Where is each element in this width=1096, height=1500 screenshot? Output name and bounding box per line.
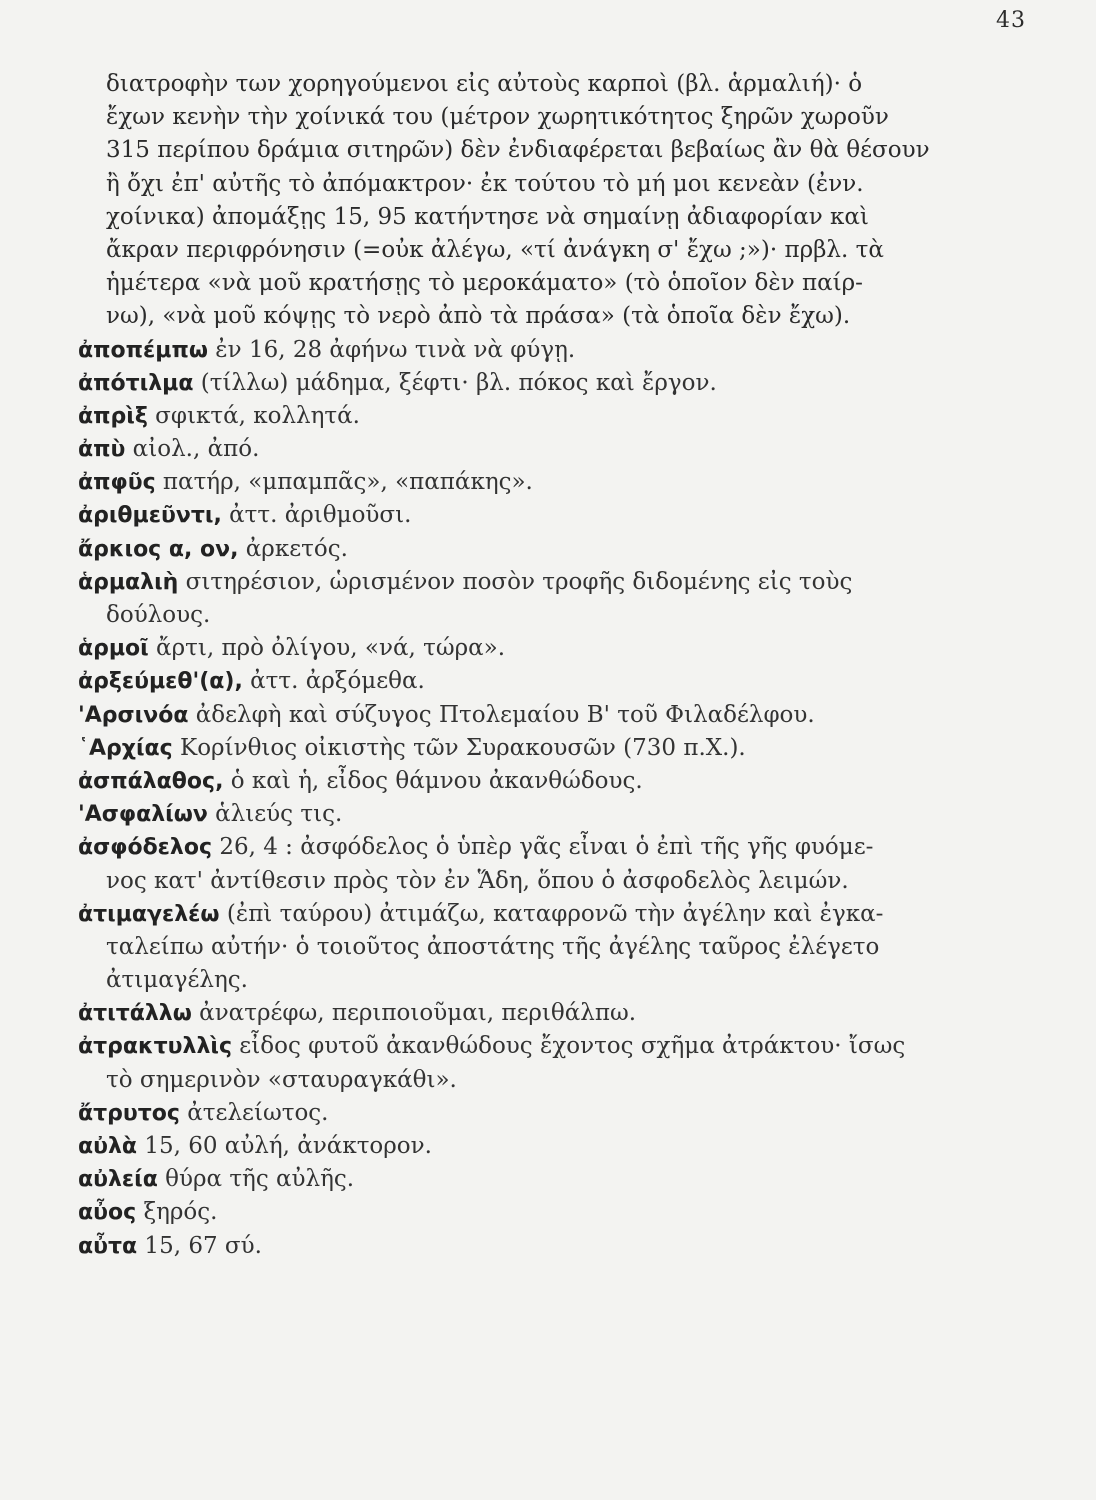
entry-headword: αὖτα <box>78 1233 138 1259</box>
dictionary-entry <box>78 533 958 566</box>
entry-definition: ἀνατρέφω, περιποιοῦμαι, περιθάλπω. <box>191 1000 637 1027</box>
entry-first-line <box>78 1196 958 1229</box>
entry-definition: ταλείπω αὐτήν· ὁ τοιοῦτος ἀποστάτης τῆς ἀγέλης ταῦρος ἐλέγετο <box>106 933 880 960</box>
dictionary-entry <box>78 566 958 632</box>
text-line: ἡμέτερα «νὰ μοῦ κρατήσῃς τὸ μεροκάματο» (τὸ ὁποῖον δὲν παίρ- <box>106 270 863 297</box>
entry-continuation-line <box>78 931 958 964</box>
entry-headword: ἀπότιλμα <box>78 370 194 396</box>
entry-headword: αὖος <box>78 1200 137 1226</box>
entry-first-line <box>78 798 958 831</box>
entry-first-line <box>78 334 958 367</box>
dictionary-entry <box>78 367 958 400</box>
entry-first-line <box>78 1097 958 1130</box>
entry-definition: ἀτελείωτος. <box>179 1099 329 1126</box>
entry-list <box>78 334 958 1263</box>
entry-definition: (ἐπὶ ταύρου) ἀτιμάζω, καταφρονῶ τὴν ἀγέλην καὶ ἐγκα- <box>219 900 884 927</box>
dictionary-entry <box>78 665 958 698</box>
entry-first-line <box>78 1130 958 1163</box>
entry-headword: αὐλὰ <box>78 1134 138 1159</box>
dictionary-entry <box>78 798 958 831</box>
text-line: ἢ ὄχι ἐπ' αὐτῆς τὸ ἀπόμακτρον· ἐκ τούτου τὸ μή μοι κενεὰν (ἐνν. <box>106 170 864 197</box>
entry-first-line <box>78 1030 958 1063</box>
page-number: 43 <box>996 8 1026 33</box>
entry-continuation-line <box>78 865 958 898</box>
entry-definition: ἀδελφὴ καὶ σύζυγος Πτολεμαίου Β' τοῦ Φιλαδέλφου. <box>188 701 815 728</box>
continued-entry-text <box>78 68 958 334</box>
entry-first-line <box>78 699 958 732</box>
entry-headword: ἀποπέμπω <box>78 337 208 363</box>
entry-first-line <box>78 765 958 798</box>
entry-definition: 15, 60 αὐλή, ἀνάκτορον. <box>137 1133 432 1159</box>
entry-definition: 15, 67 σύ. <box>137 1232 262 1259</box>
entry-first-line <box>78 997 958 1030</box>
entry-headword: ἀσφόδελος <box>78 835 213 861</box>
entry-headword: 'Ασφαλίων <box>78 802 208 828</box>
entry-first-line <box>78 1230 958 1263</box>
page-body <box>78 68 958 1263</box>
dictionary-entry <box>78 466 958 499</box>
dictionary-entry <box>78 433 958 466</box>
entry-definition: τὸ σημερινὸν «σταυραγκάθι». <box>106 1066 457 1093</box>
entry-definition: πατήρ, «μπαμπᾶς», «παπάκης». <box>155 469 533 496</box>
text-line: ἔχων κενὴν τὴν χοίνικά του (μέτρον χωρητικότητος ξηρῶν χωροῦν <box>106 104 889 131</box>
entry-headword: ἀπρὶξ <box>78 403 148 429</box>
entry-first-line <box>78 632 958 665</box>
dictionary-entry <box>78 1097 958 1130</box>
entry-first-line <box>78 831 958 864</box>
entry-headword: ἀρξεύμεθ'(α), <box>78 669 243 695</box>
entry-definition: ὁ καὶ ἡ, εἶδος θάμνου ἀκανθώδους. <box>223 767 643 794</box>
dictionary-entry <box>78 699 958 732</box>
entry-definition: ἀττ. ἀριθμοῦσι. <box>221 502 412 529</box>
entry-first-line <box>78 1163 958 1196</box>
entry-definition: θύρα τῆς αὐλῆς. <box>157 1166 355 1193</box>
dictionary-entry <box>78 765 958 798</box>
entry-definition: ἀρκετός. <box>238 535 348 562</box>
dictionary-entry <box>78 632 958 665</box>
entry-first-line <box>78 466 958 499</box>
entry-first-line <box>78 898 958 931</box>
entry-headword: ἁρμοῖ <box>78 636 149 662</box>
entry-definition: ἄρτι, πρὸ ὀλίγου, «νά, τώρα». <box>148 635 506 662</box>
entry-continuation-line <box>78 964 958 997</box>
entry-first-line <box>78 367 958 400</box>
entry-definition: ἁλιεύς τις. <box>207 801 343 828</box>
entry-continuation-line <box>78 1064 958 1097</box>
entry-headword: ἄτρυτος <box>78 1100 180 1126</box>
entry-first-line <box>78 400 958 433</box>
entry-headword: ῾Αρχίας <box>78 735 173 761</box>
entry-first-line <box>78 533 958 566</box>
text-line: νω), «νὰ μοῦ κόψῃς τὸ νερὸ ἀπὸ τὰ πράσα» (τὰ ὁποῖα δὲν ἔχω). <box>106 303 851 330</box>
text-line: ἄκραν περιφρόνησιν (=οὐκ ἀλέγω, «τί ἀνάγκη σ' ἔχω ;»)· πρβλ. τὰ <box>106 236 884 263</box>
dictionary-entry <box>78 400 958 433</box>
entry-continuation-line <box>78 599 958 632</box>
entry-headword: ἀτιμαγελέω <box>78 901 220 927</box>
entry-definition: (τίλλω) μάδημα, ξέφτι· βλ. πόκος καὶ ἔργον. <box>193 369 717 396</box>
entry-headword: ἀπὺ <box>78 437 126 463</box>
entry-first-line <box>78 433 958 466</box>
entry-definition: ἀττ. ἀρξόμεθα. <box>242 668 425 695</box>
entry-first-line <box>78 499 958 532</box>
entry-first-line <box>78 566 958 599</box>
entry-headword: ἀτρακτυλλὶς <box>78 1034 232 1060</box>
entry-definition: νος κατ' ἀντίθεσιν πρὸς τὸν ἐν Ἅδη, ὅπου ὁ ἀσφοδελὸς λειμών. <box>106 867 849 894</box>
entry-definition: ἀτιμαγέλης. <box>106 967 248 994</box>
dictionary-entry <box>78 1230 958 1263</box>
entry-first-line <box>78 665 958 698</box>
entry-headword: ἀσπάλαθος, <box>78 768 224 794</box>
dictionary-entry <box>78 499 958 532</box>
entry-first-line <box>78 732 958 765</box>
entry-headword: ἄρκιος α, ον, <box>78 536 239 562</box>
entry-definition: 26, 4 : ἀσφόδελος ὁ ὑπὲρ γᾶς εἶναι ὁ ἐπὶ τῆς γῆς φυόμε- <box>212 834 874 861</box>
dictionary-entry <box>78 1163 958 1196</box>
dictionary-entry <box>78 1130 958 1163</box>
entry-definition: αἰολ., ἀπό. <box>125 436 260 463</box>
dictionary-entry <box>78 1196 958 1229</box>
text-line: χοίνικα) ἀπομάξῃς 15, 95 κατήντησε νὰ σημαίνῃ ἀδιαφορίαν καὶ <box>106 203 869 230</box>
entry-definition: ξηρός. <box>136 1199 218 1226</box>
entry-headword: 'Αρσινόα <box>78 702 189 728</box>
dictionary-entry <box>78 997 958 1030</box>
entry-definition: Κορίνθιος οἰκιστὴς τῶν Συρακουσῶν (730 π.Χ.). <box>172 734 746 761</box>
entry-definition: ἐν 16, 28 ἀφήνω τινὰ νὰ φύγῃ. <box>208 336 576 363</box>
entry-headword: ἁρμαλιὴ <box>78 569 179 595</box>
dictionary-entry <box>78 831 958 897</box>
dictionary-entry <box>78 1030 958 1096</box>
dictionary-entry <box>78 334 958 367</box>
text-line: 315 περίπου δράμια σιτηρῶν) δὲν ἐνδιαφέρεται βεβαίως ἂν θὰ θέσουν <box>106 137 930 164</box>
entry-definition: σιτηρέσιον, ὡρισμένον ποσὸν τροφῆς διδομένης εἰς τοὺς <box>178 568 853 595</box>
entry-definition: σφικτά, κολλητά. <box>147 402 360 429</box>
entry-headword: αὐλεία <box>78 1167 158 1193</box>
entry-headword: ἀπφῦς <box>78 470 156 496</box>
entry-headword: ἀτιτάλλω <box>78 1001 192 1027</box>
dictionary-entry <box>78 898 958 998</box>
text-line: διατροφὴν των χορηγούμενοι εἰς αὐτοὺς καρποὶ (βλ. ἁρμαλιή)· ὁ <box>106 71 863 97</box>
entry-definition: δούλους. <box>106 602 211 628</box>
dictionary-entry <box>78 732 958 765</box>
entry-headword: ἀριθμεῦντι, <box>78 503 222 529</box>
entry-definition: εἶδος φυτοῦ ἀκανθώδους ἔχοντος σχῆμα ἀτράκτου· ἴσως <box>232 1033 906 1060</box>
